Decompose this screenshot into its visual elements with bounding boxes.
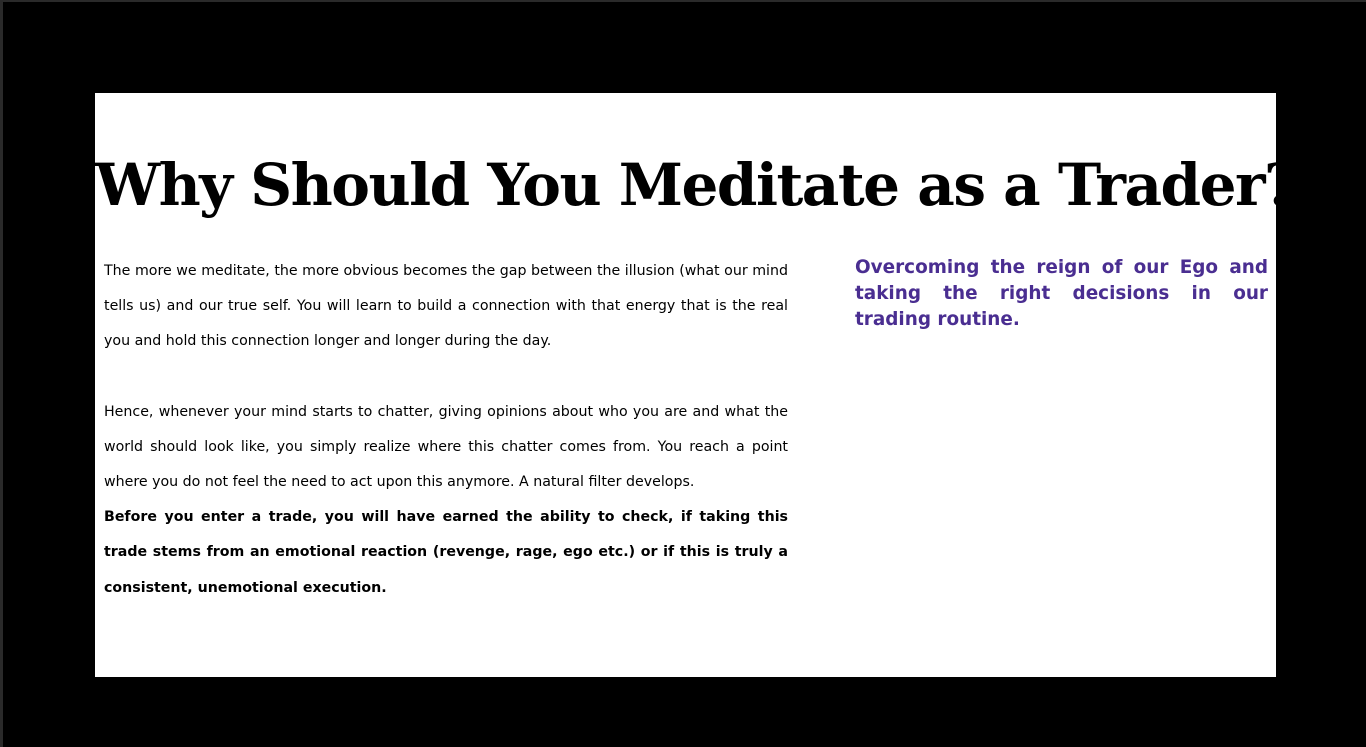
body-text-column	[104, 254, 788, 606]
window-top-edge	[0, 0, 1366, 2]
highlight-callout: Overcoming the reign of our Ego and taking the right decisions in our trading routine.	[855, 257, 1268, 330]
window-left-edge	[0, 0, 3, 747]
paragraph-spacer	[104, 360, 788, 395]
body-paragraph-2: Hence, whenever your mind starts to chatter, giving opinions about who you are and what the world should look like, you simply realize where this chatter comes from. You reach a point where you do not feel the need to act upon this anymore. A natural filter develops.	[104, 403, 788, 491]
slide-canvas	[95, 93, 1297, 677]
body-paragraph-1: The more we meditate, the more obvious becomes the gap between the illusion (what our mind tells us) and our true self. You will learn to build a connection with that energy that is the real you and hold this connection longer and longer during the day.	[104, 263, 788, 350]
body-paragraph-3-bold: Before you enter a trade, you will have earned the ability to check, if taking this trade stems from an emotional reaction (revenge, rage, ego etc.) or if this is truly a consistent, unemotional execution.	[104, 509, 788, 596]
slide-title: Why Should You Meditate as a Trader?	[95, 151, 1297, 219]
